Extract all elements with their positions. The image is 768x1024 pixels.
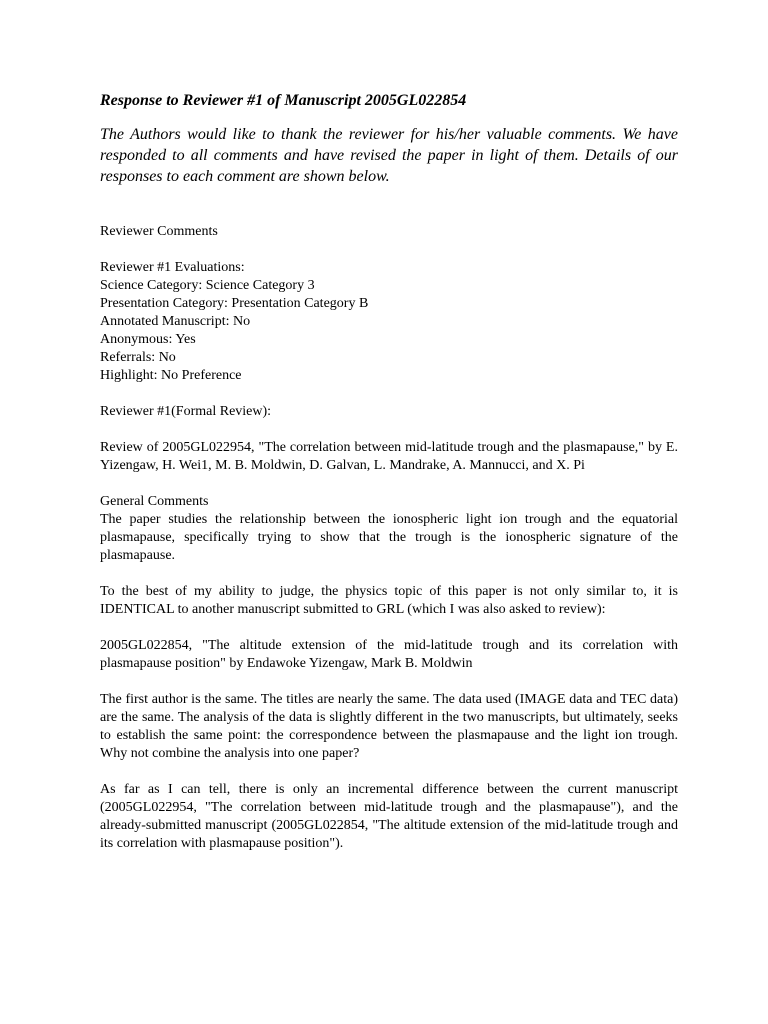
evaluations-title: Reviewer #1 Evaluations: [100, 260, 245, 275]
intro-paragraph: The Authors would like to thank the reviewer for his/her valuable comments. We have responded to all comments and have revised the paper in light of them. Details of our responses to each comment are shown below. [100, 126, 678, 185]
document-page [100, 90, 678, 853]
general-comments-block [100, 493, 678, 565]
evaluation-item: Presentation Category: Presentation Category B [100, 296, 369, 311]
evaluation-item: Highlight: No Preference [100, 368, 242, 383]
evaluation-item: Referrals: No [100, 350, 176, 365]
body-paragraph: As far as I can tell, there is only an incremental difference between the current manuscript (2005GL022954, "The correlation between mid-latitude trough and the plasmapause"), and the already-submitted manuscript (2005GL022854, "The altitude extension of the mid-latitude trough and its correlation with plasmapause position"). [100, 782, 678, 851]
evaluation-item: Science Category: Science Category 3 [100, 278, 315, 293]
formal-review-label: Reviewer #1(Formal Review): [100, 404, 272, 419]
reviewer-comments-label: Reviewer Comments [100, 224, 218, 239]
body-paragraph: The first author is the same. The titles are nearly the same. The data used (IMAGE data and TEC data) are the same. The analysis of the data is slightly different in the two manuscripts, but ultimately, seeks to establish the same point: the correspondence between the plasmapause and the light ion trough. Why not combine the analysis into one paper? [100, 692, 678, 761]
evaluation-item: Annotated Manuscript: No [100, 314, 251, 329]
evaluation-item: Anonymous: Yes [100, 332, 196, 347]
general-comments-title: General Comments [100, 494, 209, 509]
evaluations-list [100, 277, 678, 385]
review-citation: Review of 2005GL022954, "The correlation between mid-latitude trough and the plasmapause," by E. Yizengaw, H. Wei1, M. B. Moldwin, D. Galvan, L. Mandrake, A. Mannucci, and X. Pi [100, 440, 678, 473]
body-paragraph: 2005GL022854, "The altitude extension of the mid-latitude trough and its correlation with plasmapause position" by Endawoke Yizengaw, Mark B. Moldwin [100, 638, 678, 671]
document-heading: Response to Reviewer #1 of Manuscript 2005GL022854 [100, 92, 467, 109]
general-comments-text: The paper studies the relationship between the ionospheric light ion trough and the equatorial plasmapause, specifically trying to show that the trough is the ionospheric signature of the plasmapause. [100, 512, 678, 563]
body-paragraph: To the best of my ability to judge, the physics topic of this paper is not only similar to, it is IDENTICAL to another manuscript submitted to GRL (which I was also asked to review): [100, 584, 678, 617]
evaluations-block [100, 259, 678, 385]
